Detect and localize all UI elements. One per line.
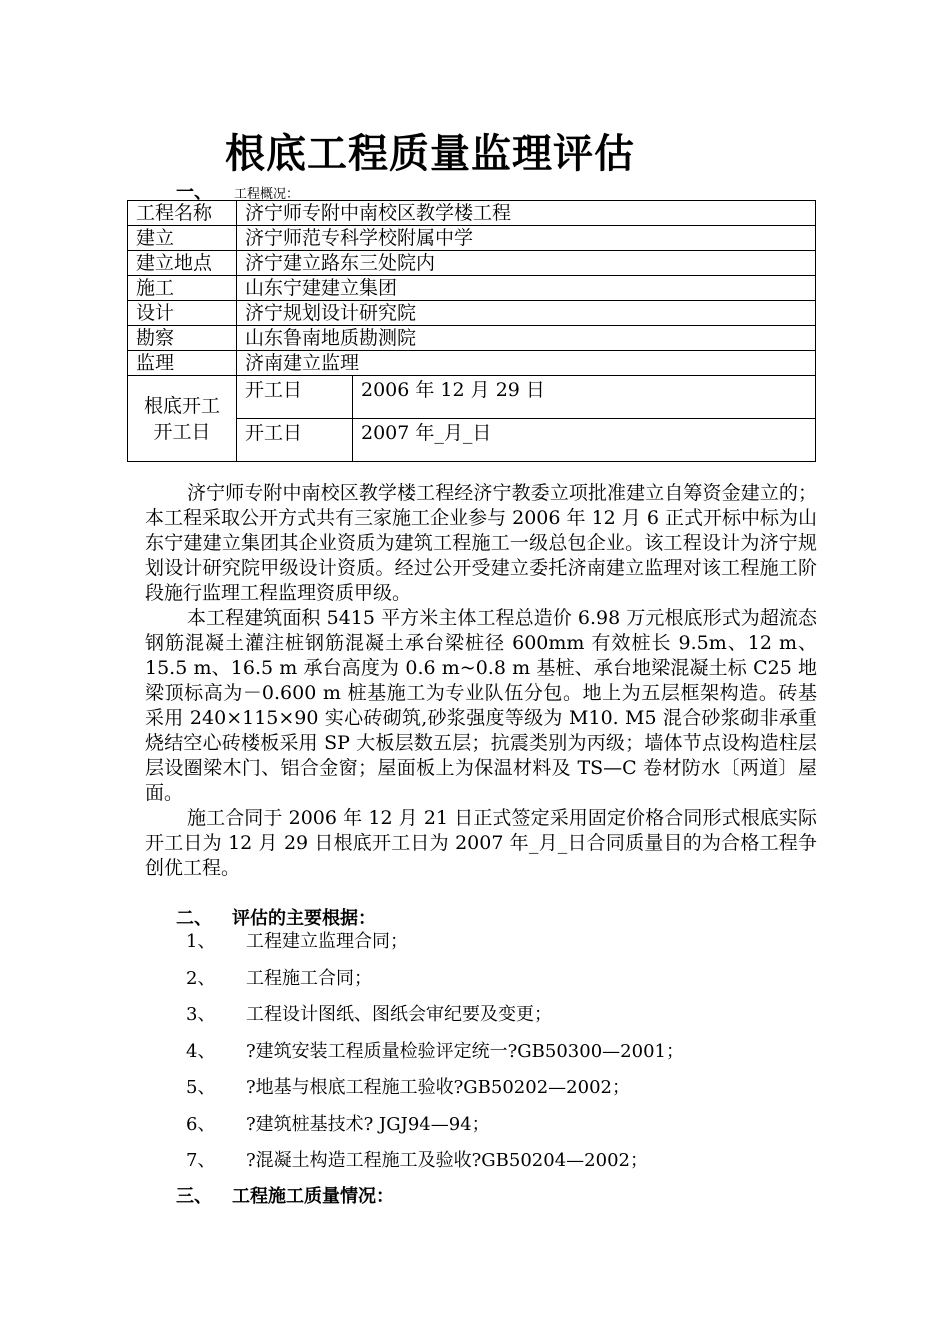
table-row xyxy=(128,326,816,351)
row-label: 建立地点 xyxy=(128,251,237,276)
row-label: 建立 xyxy=(128,226,237,251)
list-item-number: 2、 xyxy=(186,967,216,989)
paragraph: 本工程建筑面积 5415 平方米主体工程总造价 6.98 万元根底形式为超流态钢筋混凝土灌注桩钢筋混凝土承台梁桩径 600mm 有效桩长 9.5m、12 m、15.5 m、16.5 m 承台高度为 0.6 m~0.8 m 基桩、承台地梁混凝土标 C25 地梁顶标高为－0.600 m 桩基施工为专业队伍分包。地上为五层框架构造。砖基采用 240×115×90 实心砖砌筑,砂浆强度等级为 M10. M5 混合砂浆砌非承重烧结空心砖楼板采用 SP 大板层数五层；抗震类别为丙级；墙体节点设构造柱层层设圈梁木门、铝合金窗；屋面板上为保温材料及 TS—C 卷材防水〔两道〕屋面。 xyxy=(145,607,817,804)
section-3-heading xyxy=(176,1182,394,1208)
section-1-label: 工程概况： xyxy=(234,187,300,202)
section-3-label: 工程施工质量情况： xyxy=(232,1186,394,1207)
list-item-number: 6、 xyxy=(186,1113,216,1135)
page-title: 根底工程质量监理评估 xyxy=(225,131,635,177)
list-item xyxy=(186,1038,684,1075)
project-info-table xyxy=(127,200,816,462)
list-item-number: 3、 xyxy=(186,1004,216,1025)
row-value: 济宁建立路东三处院内 xyxy=(237,251,816,276)
table-row xyxy=(128,251,816,276)
list-item-number: 4、 xyxy=(186,1040,216,1062)
list-item-text: ?地基与根底工程施工验收?GB50202—2002； xyxy=(246,1077,630,1098)
start-date-value: 2006 年 12 月 29 日 xyxy=(353,376,816,419)
table-row xyxy=(128,376,816,419)
row-label: 施工 xyxy=(128,276,237,301)
section-2-number: 二、 xyxy=(176,908,212,929)
list-item-number: 7、 xyxy=(186,1150,216,1171)
start-date-value: 2007 年_月_日 xyxy=(353,419,816,462)
list-item-text: ?混凝土构造工程施工及验收?GB50204—2002； xyxy=(246,1150,648,1171)
start-date-label: 开工日 xyxy=(237,419,353,462)
list-item xyxy=(186,965,684,1002)
basis-list xyxy=(186,928,684,1184)
paragraph: 济宁师专附中南校区教学楼工程经济宁教委立项批准建立自筹资金建立的；本工程采取公开方式共有三家施工企业参与 2006 年 12 月 6 正式开标中标为山东宁建建立集团其企业资质为建筑工程施工一级总包企业。该工程设计为济宁规划设计研究院甲级设计资质。经过公开受建立委托济南建立监理对该工程施工阶段施行监理工程监理资质甲级。 xyxy=(145,482,817,604)
merged-label-cell xyxy=(128,376,237,462)
list-item-number: 5、 xyxy=(186,1077,216,1098)
list-item-text: 工程设计图纸、图纸会审纪要及变更； xyxy=(246,1004,552,1025)
table-row xyxy=(128,201,816,226)
table-row xyxy=(128,351,816,376)
merged-label-line-2: 开工日 xyxy=(153,420,211,443)
row-label: 勘察 xyxy=(128,326,237,351)
row-value: 济宁规划设计研究院 xyxy=(237,301,816,326)
list-item xyxy=(186,1074,684,1111)
table-row xyxy=(128,301,816,326)
list-item-text: ?建筑桩基技术? JGJ94—94； xyxy=(246,1113,490,1135)
row-value: 山东鲁南地质勘测院 xyxy=(237,326,816,351)
merged-label-line-1: 根底开工 xyxy=(143,394,220,417)
list-item xyxy=(186,1001,684,1038)
start-date-label: 开工日 xyxy=(237,376,353,419)
row-label: 监理 xyxy=(128,351,237,376)
row-value: 山东宁建建立集团 xyxy=(237,276,816,301)
list-item-number: 1、 xyxy=(186,931,216,952)
list-item xyxy=(186,1147,684,1184)
list-item-text: 工程建立监理合同； xyxy=(246,931,408,952)
row-value: 济南建立监理 xyxy=(237,351,816,376)
table-row xyxy=(128,276,816,301)
list-item-text: ?建筑安装工程质量检验评定统一?GB50300—2001； xyxy=(246,1040,684,1062)
section-2-heading xyxy=(176,904,376,930)
row-label: 设计 xyxy=(128,301,237,326)
row-label: 工程名称 xyxy=(128,201,237,226)
list-item-text: 工程施工合同； xyxy=(246,967,372,989)
row-value: 济宁师范专科学校附属中学 xyxy=(237,226,816,251)
section-2-label: 评估的主要根据： xyxy=(232,908,376,929)
section-1-number: 一、 xyxy=(176,182,212,203)
list-item xyxy=(186,928,684,965)
list-item xyxy=(186,1111,684,1148)
row-value: 济宁师专附中南校区教学楼工程 xyxy=(237,201,816,226)
section-3-number: 三、 xyxy=(176,1186,212,1207)
table-row xyxy=(128,226,816,251)
paragraph: 施工合同于 2006 年 12 月 21 日正式签定采用固定价格合同形式根底实际开工日为 12 月 29 日根底开工日为 2007 年_月_日合同质量目的为合格工程争创优工程。 xyxy=(145,807,817,879)
overview-body xyxy=(145,481,817,881)
